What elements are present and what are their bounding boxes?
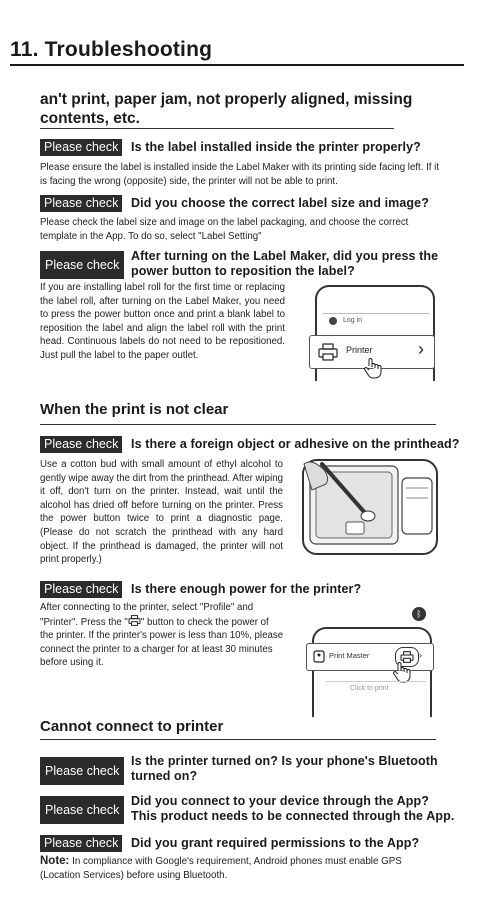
section-divider [40,739,436,740]
please-check-badge: Please check [40,835,122,852]
please-check-badge: Please check [40,139,122,156]
chevron-right-icon: › [419,650,422,660]
printer-icon [318,343,338,361]
question-reposition-label: After turning on the Label Maker, did you press the power button to reposition the label? [131,249,439,278]
question-power: Is there enough power for the printer? [131,582,362,596]
printer-name: Print Master [329,651,370,660]
bluetooth-icon: ᛒ [412,607,426,621]
question-printhead: Is there a foreign object or adhesive on the printhead? [131,437,460,451]
printer-icon [128,615,141,626]
chevron-right-icon: › [418,339,424,359]
app-printer-illustration [301,283,439,383]
please-check-badge: Please check [40,757,124,785]
app-power-check-illustration [300,605,440,717]
printhead-cleaning-illustration [302,458,440,558]
login-text: Log in [343,317,363,324]
click-to-print-text: Click to print [350,685,389,692]
question-label-size: Did you choose the correct label size and image? [131,196,429,210]
printer-device-icon [313,650,325,663]
question-bluetooth: Is the printer turned on? Is your phone's Bluetooth turned on? [131,754,438,783]
answer-label-size: Please check the label size and image on the label packaging, and choose the correct template in the App. To do so, select "Label Setting" [40,217,409,242]
print-master-row [306,643,434,671]
question-label-installed: Is the label installed inside the printer properly? [131,140,421,154]
section-divider [40,128,394,129]
please-check-badge: Please check [40,796,124,824]
tap-hand-icon [392,661,412,683]
answer-label-installed: Please ensure the label is installed inside the Label Maker with its printing side facing left. If it is facing the wrong (opposite) side, the printer will not be able to print. [40,162,440,187]
printer-label: Printer [346,345,373,355]
section-heading-cannot-connect: Cannot connect to printer [40,718,224,735]
page-title: 11. Troubleshooting [10,38,213,61]
answer-printhead: Use a cotton bud with small amount of ethyl alcohol to gently wipe away the dirt from the printhead. After wiping it off, don't turn on the printer. Instead, wait until the alcohol has dried off before turning on the printer. Press the power button twice to print a diagnostic page. (Please do not scratch the printhead with any hard object. If the printhead is damaged, the printer will not print properly.) [40,459,283,566]
tap-hand-icon [363,357,383,379]
please-check-badge: Please check [40,195,122,212]
phone-outline [312,627,432,717]
answer-reposition-label: If you are installing label roll for the first time or replacing the label roll, after turning on the Label Maker, you need to press the power button once and print a blank label to reposition the label and align the label roll with the print head. Continuous labels do not need to be repositioned. Just pull the label to the paper outlet. [40,282,285,361]
please-check-badge: Please check [40,251,124,279]
section-divider [40,424,436,425]
title-divider [10,64,464,66]
section-heading-print-not-clear: When the print is not clear [40,401,229,418]
please-check-badge: Please check [40,581,122,598]
note-text: Note: In compliance with Google's requirement, Android phones must enable GPS (Location Services) before using Bluetooth. [40,855,402,881]
answer-power: After connecting to the printer, select "Profile" and "Printer". Press the " " button to check the power of the printer. If the printer's power is less than 10%, please connect the printer to a charger for at least 30 minutes before using it. [40,602,284,669]
user-icon [329,317,337,325]
section-heading-print-issues: an't print, paper jam, not properly aligned, missing contents, etc. [40,91,413,127]
question-permissions: Did you grant required permissions to the App? [131,836,420,850]
question-app-connect: Did you connect to your device through the App? This product needs to be connected through the App. [131,794,455,823]
please-check-badge: Please check [40,436,122,453]
